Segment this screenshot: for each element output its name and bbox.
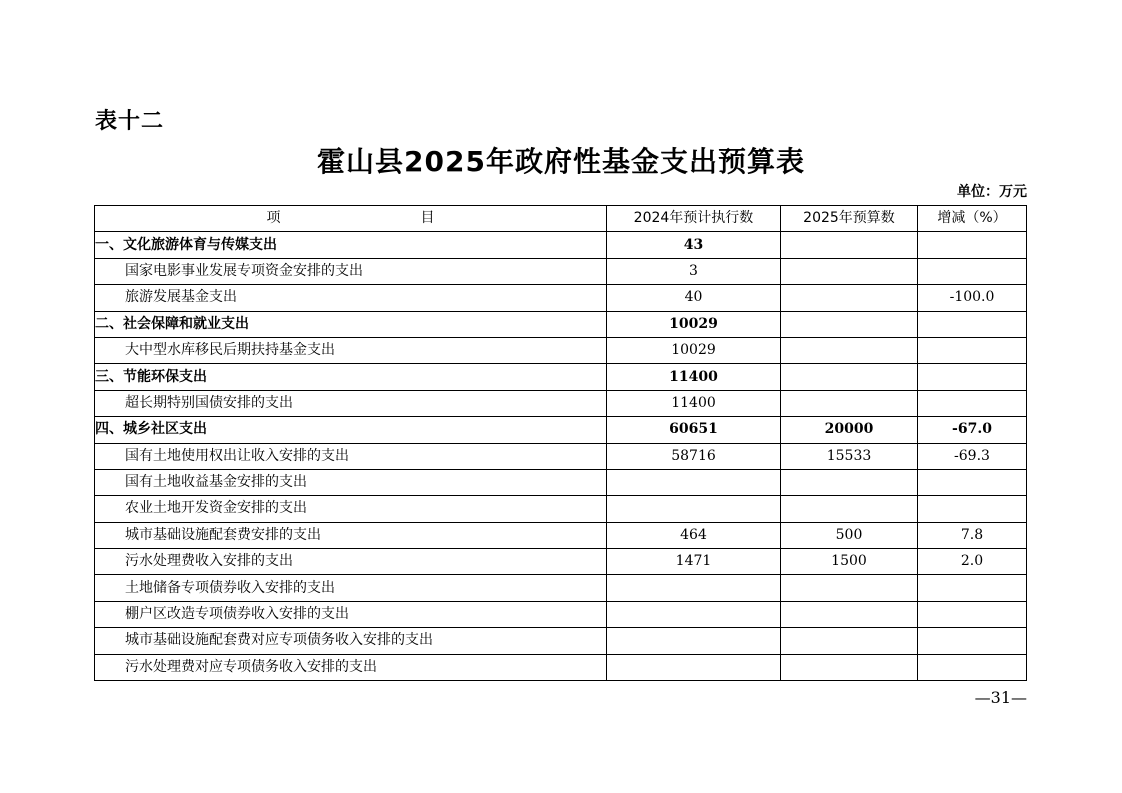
row-value-2025 [781,337,918,363]
category-row [95,364,1027,390]
table-header-row [95,206,1027,232]
row-value-2025 [781,601,918,627]
category-row [95,311,1027,337]
row-change [918,654,1027,680]
row-value-2025 [781,232,918,258]
table-row [95,337,1027,363]
row-item: 国有土地使用权出让收入安排的支出 [95,443,607,469]
row-value-2025 [781,575,918,601]
row-change [918,601,1027,627]
table-row [95,285,1027,311]
header-change: 增减（%） [918,206,1027,232]
row-change [918,496,1027,522]
row-item: 农业土地开发资金安排的支出 [95,496,607,522]
row-value-2025 [781,390,918,416]
header-item [95,206,607,232]
row-item: 污水处理费收入安排的支出 [95,549,607,575]
header-item-left: 项 [266,210,281,227]
row-item: 大中型水库移民后期扶持基金支出 [95,337,607,363]
row-value-2024: 1471 [607,549,781,575]
table-row [95,390,1027,416]
row-change [918,364,1027,390]
table-row [95,575,1027,601]
row-item: 三、节能环保支出 [95,364,607,390]
category-row [95,417,1027,443]
table-row [95,522,1027,548]
row-value-2025 [781,654,918,680]
row-value-2024: 3 [607,258,781,284]
table-row [95,496,1027,522]
row-change: -100.0 [918,285,1027,311]
unit-label: 单位：万元 [957,184,1027,200]
header-2025: 2025年预算数 [781,206,918,232]
row-change: 2.0 [918,549,1027,575]
row-value-2025 [781,628,918,654]
row-item: 超长期特别国债安排的支出 [95,390,607,416]
header-item-right: 目 [420,210,435,227]
row-change [918,575,1027,601]
row-item: 四、城乡社区支出 [95,417,607,443]
row-value-2024: 11400 [607,364,781,390]
table-label: 表十二 [95,109,165,134]
row-item: 国有土地收益基金安排的支出 [95,469,607,495]
row-item: 一、文化旅游体育与传媒支出 [95,232,607,258]
row-value-2025 [781,496,918,522]
row-item: 城市基础设施配套费安排的支出 [95,522,607,548]
row-value-2024: 43 [607,232,781,258]
row-item: 国家电影事业发展专项资金安排的支出 [95,258,607,284]
category-row [95,232,1027,258]
row-item: 城市基础设施配套费对应专项债务收入安排的支出 [95,628,607,654]
page-title: 霍山县2025年政府性基金支出预算表 [317,145,805,178]
row-value-2024 [607,628,781,654]
row-value-2024: 10029 [607,311,781,337]
row-change [918,469,1027,495]
row-change [918,258,1027,284]
row-value-2024 [607,496,781,522]
row-value-2025 [781,469,918,495]
row-value-2024: 58716 [607,443,781,469]
row-item: 污水处理费对应专项债务收入安排的支出 [95,654,607,680]
row-value-2024: 40 [607,285,781,311]
row-value-2024: 11400 [607,390,781,416]
row-change [918,390,1027,416]
row-value-2024: 10029 [607,337,781,363]
row-value-2025 [781,258,918,284]
page-number: —31— [974,688,1027,707]
table-row [95,443,1027,469]
row-change: -67.0 [918,417,1027,443]
row-value-2025: 20000 [781,417,918,443]
budget-table [94,205,1027,681]
table-row [95,549,1027,575]
row-value-2024 [607,601,781,627]
row-value-2024 [607,575,781,601]
table-row [95,469,1027,495]
row-value-2024: 60651 [607,417,781,443]
row-item: 土地储备专项债券收入安排的支出 [95,575,607,601]
row-value-2024 [607,469,781,495]
row-change [918,628,1027,654]
row-item: 二、社会保障和就业支出 [95,311,607,337]
row-change [918,337,1027,363]
row-value-2025: 500 [781,522,918,548]
row-item: 棚户区改造专项债券收入安排的支出 [95,601,607,627]
row-value-2025 [781,311,918,337]
row-value-2025 [781,364,918,390]
row-value-2025: 1500 [781,549,918,575]
row-change [918,311,1027,337]
row-change: -69.3 [918,443,1027,469]
table-body [95,232,1027,681]
row-change [918,232,1027,258]
row-item: 旅游发展基金支出 [95,285,607,311]
table-row [95,258,1027,284]
row-value-2025: 15533 [781,443,918,469]
table-row [95,601,1027,627]
table-row [95,654,1027,680]
row-value-2025 [781,285,918,311]
row-value-2024: 464 [607,522,781,548]
row-change: 7.8 [918,522,1027,548]
header-2024: 2024年预计执行数 [607,206,781,232]
table-row [95,628,1027,654]
row-value-2024 [607,654,781,680]
